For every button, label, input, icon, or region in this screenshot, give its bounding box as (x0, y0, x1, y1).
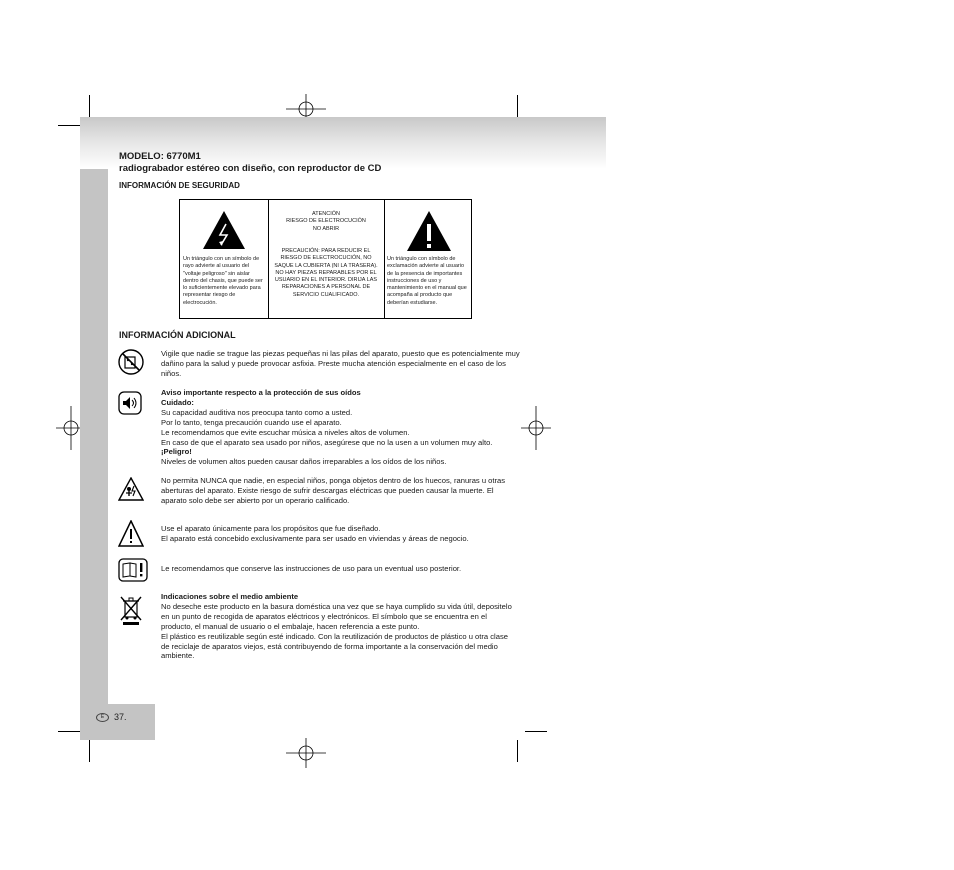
page-number (96, 712, 127, 722)
electric-shock-warning-icon (118, 477, 144, 501)
model-header (119, 151, 381, 175)
attention-cell (268, 200, 385, 318)
safety-title: INFORMACIÓN DE SEGURIDAD (119, 181, 240, 190)
usage-line-1: Use el aparato únicamente para los propósitos que fue diseñado. (161, 524, 381, 533)
hearing-heading: Aviso importante respecto a la protección de sus oídos (161, 388, 361, 397)
exclamation-text: Un triángulo con símbolo de exclamación advierte al usuario de la presencia de importantes instrucciones de uso y mantenimiento en el manual que acompaña al producto que deberían estudiarse. (387, 256, 467, 306)
usage-line-2: El aparato está concebido exclusivamente para ser usado en viviendas y áreas de negocio. (161, 533, 469, 543)
no-small-parts-icon (118, 349, 144, 375)
side-band (80, 169, 108, 704)
environment-heading: Indicaciones sobre el medio ambiente (161, 592, 299, 601)
weee-bin-icon (118, 594, 144, 626)
model-title: MODELO: 6770M1 (119, 151, 201, 162)
footer-band (80, 704, 155, 740)
danger-text: Niveles de volumen altos pueden causar daños irreparables a los oídos de los niños. (161, 457, 447, 467)
lightning-warning-icon (202, 210, 246, 250)
lightning-cell (180, 200, 269, 318)
manual-icon (118, 558, 148, 582)
manual-text: Le recomendamos que conserve las instrucciones de uso para un eventual uso posterior. (161, 564, 462, 573)
hearing-warning-icon (118, 391, 142, 415)
hearing-line-1: Su capacidad auditiva nos preocupa tanto como a usted. (161, 407, 353, 417)
exclamation-warning-icon (406, 210, 452, 252)
shock-text: No permita NUNCA que nadie, en especial niños, ponga objetos dentro de los huecos, ranuras u otras aberturas del aparato. Existe riesgo de sufrir descargas eléctricas que pueden causar la muerte. El aparato solo debe ser abierto por un operario calificado. (161, 476, 506, 505)
danger-label: ¡Peligro! (161, 447, 192, 457)
hearing-line-2: Por lo tanto, tenga precaución cuando use el aparato. (161, 417, 342, 427)
hearing-line-3: Le recomendamos que evite escuchar música a niveles altos de volumen. (161, 427, 410, 437)
lightning-text: Un triángulo con un símbolo de rayo advierte al usuario del "voltaje peligroso" sin aislar dentro del chasis, que puede ser lo suficientemente elevado para representar riesgo de electrocución. (183, 256, 263, 306)
hearing-line-4: En caso de que el aparato sea usado por niños, asegúrese que no la usen a un volumen muy alto. (161, 437, 493, 447)
attention-text: PRECAUCIÓN: PARA REDUCIR EL RIESGO DE ELECTROCUCIÓN, NO SAQUE LA CUBIERTA (NI LA TRASERA). NO HAY PIEZAS REPARABLES POR EL USUARIO EN EL INTERIOR. DIRIJA LAS REPARACIONES A PERSONAL DE SERVICIO CUALIFICADO. (274, 248, 378, 298)
caution-triangle-icon (118, 520, 144, 548)
hearing-block (161, 388, 521, 467)
small-parts-text: Vigile que nadie se trague las piezas pequeñas ni las pilas del aparato, puesto que es potencialmente muy dañino para la salud y puede provocar asfixia. Preste mucha atención especialmente en el caso de los niños. (161, 349, 520, 378)
additional-title: INFORMACIÓN ADICIONAL (119, 330, 236, 340)
environment-block (161, 592, 515, 661)
usage-block (161, 524, 521, 544)
safety-warning-box (179, 199, 472, 319)
model-subtitle: radiograbador estéreo con diseño, con reproductor de CD (119, 163, 382, 174)
environment-text-2: El plástico es reutilizable según esté indicado. Con la reutilización de productos de plástico u otra clase de reciclaje de aparatos viejos, está contribuyendo de forma importante a la conservación del medio ambiente. (161, 631, 508, 661)
environment-text-1: No deseche este producto en la basura doméstica una vez que se haya cumplido su vida útil, depositelo en un punto de recogida de aparatos eléctricos y electrónicos. El símbolo que se encuentra en el producto, el manual de usuario o el embalaje, hacen referencia a este punto. (161, 601, 512, 631)
exclamation-cell (384, 200, 471, 318)
caution-label: Cuidado: (161, 397, 194, 407)
attention-title: ATENCIÓN RIESGO DE ELECTROCUCIÓN NO ABRIR (286, 211, 366, 232)
page-number-value: 37. (114, 712, 127, 722)
language-badge: E (96, 713, 109, 722)
